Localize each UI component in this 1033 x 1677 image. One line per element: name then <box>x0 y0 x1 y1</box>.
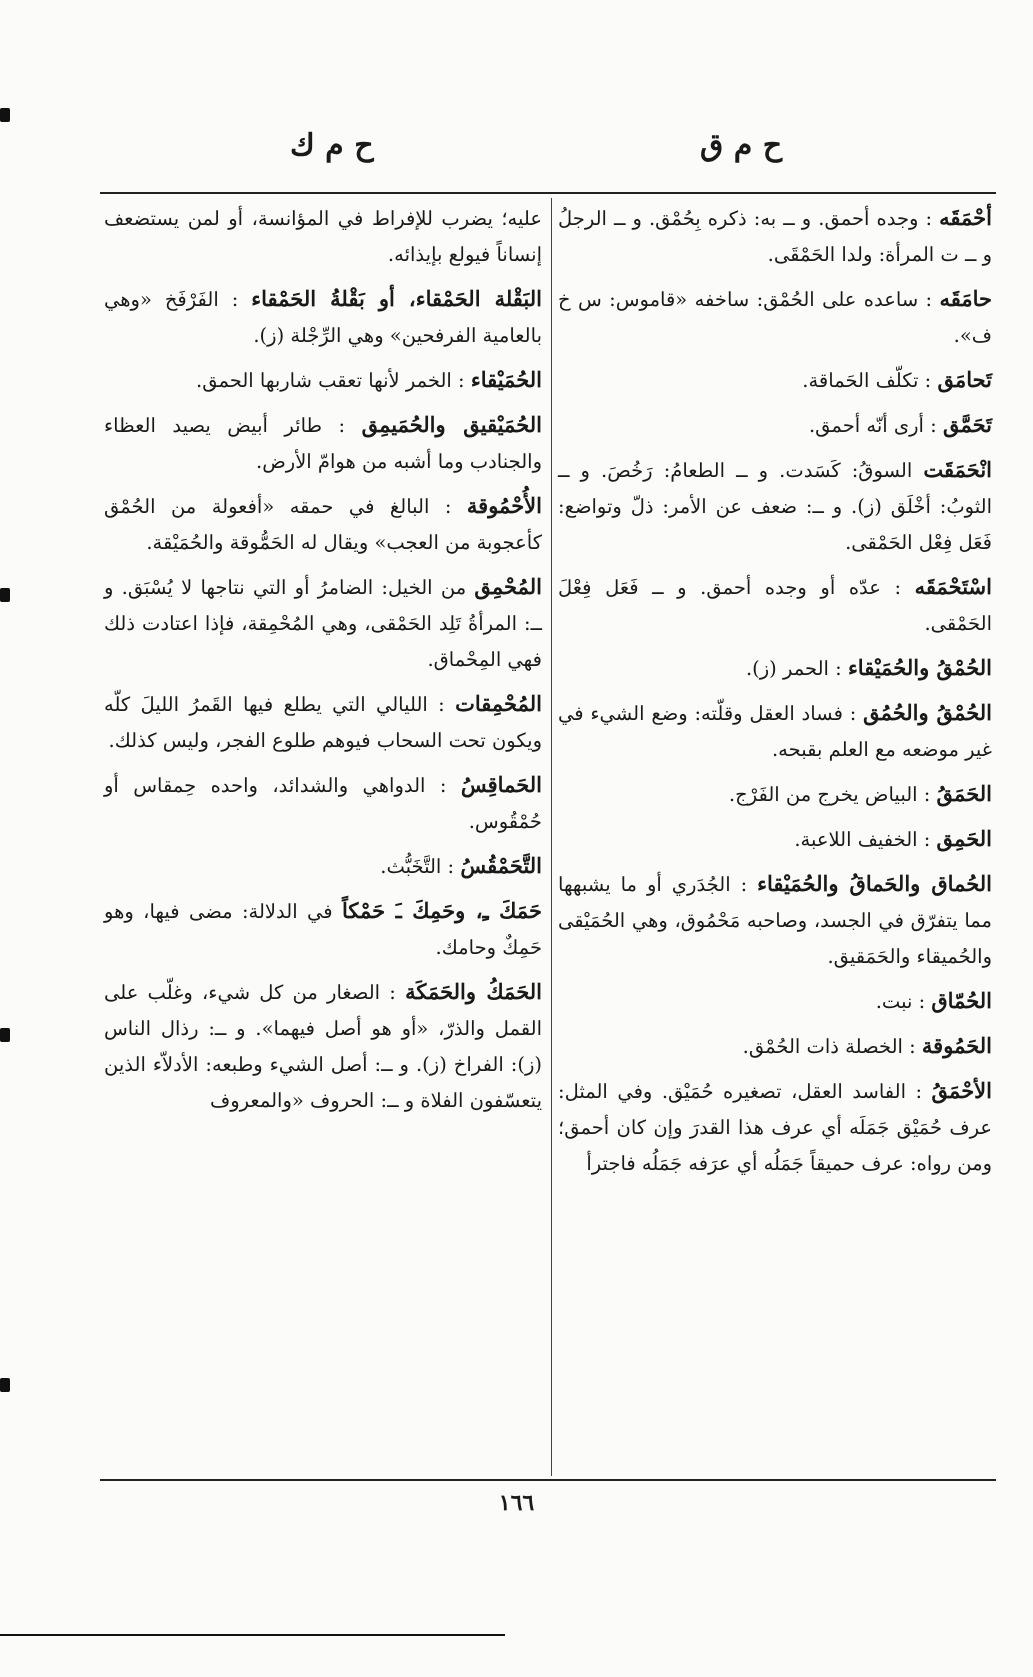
dictionary-entry <box>104 893 542 966</box>
dictionary-entry <box>558 362 992 399</box>
entry-headword: البَقْلة الحَمْقاء، أو بَقْلةُ الحَمْقاء <box>251 286 543 311</box>
entry-definition: : البالغ في حمقه «أفعولة من الحُمْق كأعجوبة من العجب» ويقال له الحَمُّوقة والحُمَيْقة. <box>104 495 542 554</box>
entry-definition: : التَّخَبُّث. <box>380 855 455 878</box>
entry-definition: : وجده أحمق. و ــ به: ذكره بِحُمْق. و ــ الرجلُ و ــ ت المرأة: ولدا الحَمْقَى. <box>558 207 992 266</box>
scan-mark <box>0 588 10 602</box>
dictionary-entry <box>558 1028 992 1065</box>
entry-definition: من الخيل: الضامرُ أو التي نتاجها لا يُسْبَق. و ــ: المرأةُ تَلِد الحَمْقى، وهي المُحْمِقة، فإذا اعتادت ذلك فهي المِحْماق. <box>104 576 542 671</box>
scan-mark <box>0 1378 10 1392</box>
dictionary-entry <box>558 866 992 975</box>
column-divider <box>551 198 552 1476</box>
entry-headword: حَمَكَ ـِ، وحَمِكَ ـَ حَمْكاً <box>342 898 542 923</box>
entry-definition: : الخمر لأنها تعقب شاربها الحمق. <box>196 369 465 392</box>
entry-headword: الحُمْقُ والحُمُق <box>863 700 992 725</box>
dictionary-entry <box>104 848 542 885</box>
entry-headword: أحْمَقَه <box>939 205 992 230</box>
entry-headword: المُحْمِق <box>474 574 542 599</box>
dictionary-entry <box>104 281 542 354</box>
entry-headword: الحَماقِسُ <box>460 772 542 797</box>
left-column <box>104 200 542 1127</box>
right-column <box>558 200 992 1190</box>
entry-headword: تَحَمَّق <box>942 412 992 437</box>
page-number: ١٦٦ <box>498 1490 535 1516</box>
entry-headword: اسْتَحْمَقَه <box>914 574 992 599</box>
entry-definition: : الفاسد العقل، تصغيره حُمَيْق. وفي المثل: عرف حُمَيْق جَمَلَه أي عرف هذا القدرَ وإن كان أحمق؛ ومن رواه: عرف حميقاً جَمَلُه أي عرَفه جَمَلُه فاجترأ <box>558 1080 992 1175</box>
entry-definition: : الصغار من كل شيء، وغلّب على القمل والذرّ، «أو هو أصل فيهما». و ــ: رذال الناس (ز): الفراخ (ز). و ــ: أصل الشيء وطبعه: الأدلاّء الذين يتعسّفون الفلاة و ــ: الحروف «والمعروف <box>104 981 542 1112</box>
entry-definition: عليه؛ يضرب للإفراط في المؤانسة، أو لمن يستضعف إنساناً فيولع بإيذائه. <box>104 207 542 266</box>
header-right: ح م ق <box>700 128 783 163</box>
entry-headword: الحُماق والحَماقُ والحُمَيْقاء <box>757 871 993 896</box>
entry-headword: الحُمّاق <box>931 988 992 1013</box>
entry-definition: : تكلّف الحَماقة. <box>802 369 932 392</box>
top-rule <box>100 192 996 194</box>
dictionary-entry <box>558 200 992 273</box>
dictionary-entry <box>558 695 992 768</box>
entry-headword: الحُمْقُ والحُمَيْقاء <box>847 655 992 680</box>
entry-headword: الحَمَكُ والحَمَكَة <box>405 979 542 1004</box>
entry-headword: الأُحْمُوقة <box>466 493 542 518</box>
dictionary-entry <box>558 452 992 561</box>
dictionary-entry <box>558 650 992 687</box>
dictionary-entry <box>104 767 542 840</box>
dictionary-entry <box>558 569 992 642</box>
dictionary-entry <box>558 776 992 813</box>
entry-headword: الحَمَقُ <box>936 781 992 806</box>
entry-headword: المُحْمِقات <box>455 691 542 716</box>
entry-definition: : طائر أبيض يصيد العظاء والجنادب وما أشبه من هوامّ الأرض. <box>104 414 542 473</box>
entry-headword: الحَمُوقة <box>921 1033 992 1058</box>
entry-definition: : الخصلة ذات الحُمْق. <box>742 1035 916 1058</box>
dictionary-entry <box>104 569 542 678</box>
dictionary-entry <box>558 821 992 858</box>
entry-definition: : فساد العقل وقلّته: وضع الشيء في غير موضعه مع العلم بقبحه. <box>558 702 992 761</box>
entry-headword: الحُمَيْقيق والحُمَيمِق <box>361 412 542 437</box>
entry-definition: : الحمر (ز). <box>745 657 842 680</box>
entry-headword: حامَقَه <box>939 286 993 311</box>
dictionary-entry <box>104 200 542 273</box>
dictionary-entry <box>558 1073 992 1182</box>
dictionary-entry <box>558 407 992 444</box>
bottom-rule <box>100 1479 996 1481</box>
dictionary-entry <box>558 281 992 354</box>
entry-definition: : الليالي التي يطلع فيها القَمرُ الليلَ كلّه ويكون تحت السحاب فيوهم طلوع الفجر، وليس كذلك. <box>104 693 542 752</box>
footer-rule <box>0 1634 505 1636</box>
entry-headword: الأحْمَقُ <box>931 1078 992 1103</box>
entry-headword: تَحامَق <box>937 367 992 392</box>
header-left: ح م ك <box>290 128 374 163</box>
entry-definition: السوقُ: كَسَدت. و ــ الطعامُ: رَخُصَ. و ــ الثوبُ: أخْلَق (ز). و ــ: ضعف عن الأمر: ذلّ وتواضع: فَعَل فِعْل الحَمْقى. <box>558 459 992 554</box>
scan-mark <box>0 1028 10 1042</box>
entry-headword: الحُمَيْقاء <box>470 367 542 392</box>
entry-definition: : الفَرْفَخ «وهي بالعامية الفرفحين» وهي الرِّجْلة (ز). <box>104 288 542 347</box>
dictionary-entry <box>558 983 992 1020</box>
dictionary-entry <box>104 488 542 561</box>
dictionary-entry <box>104 974 542 1119</box>
entry-definition: : الخفيف اللاعبة. <box>794 828 931 851</box>
dictionary-entry <box>104 362 542 399</box>
entry-definition: : أرى أنّه أحمق. <box>808 414 937 437</box>
entry-definition: : ساعده على الحُمْق: ساخفه «قاموس: س خ ف». <box>558 288 992 347</box>
entry-headword: الحَمِق <box>936 826 992 851</box>
entry-definition: في الدلالة: مضى فيها، وهو حَمِكٌ وحامك. <box>104 900 542 959</box>
dictionary-entry <box>104 407 542 480</box>
entry-definition: : عدّه أو وجده أحمق. و ــ فَعَل فِعْلَ الحَمْقى. <box>558 576 992 635</box>
scan-mark <box>0 108 10 122</box>
entry-definition: : البياض يخرج من الفَرْج. <box>728 783 931 806</box>
entry-headword: انْحَمَقَت <box>923 457 993 482</box>
entry-definition: : الدواهي والشدائد، واحده حِمقاس أو حُمْقُوس. <box>104 774 542 833</box>
entry-headword: التَّحَمْقُسُ <box>460 853 542 878</box>
entry-definition: : نبت. <box>875 990 926 1013</box>
entry-definition: : الجُدَري أو ما يشبهها مما يتفرّق في الجسد، وصاحبه مَحْمُوق، وهي الحُمَيْقى والحُميقاء والحَمَقيق. <box>558 873 992 968</box>
dictionary-entry <box>104 686 542 759</box>
